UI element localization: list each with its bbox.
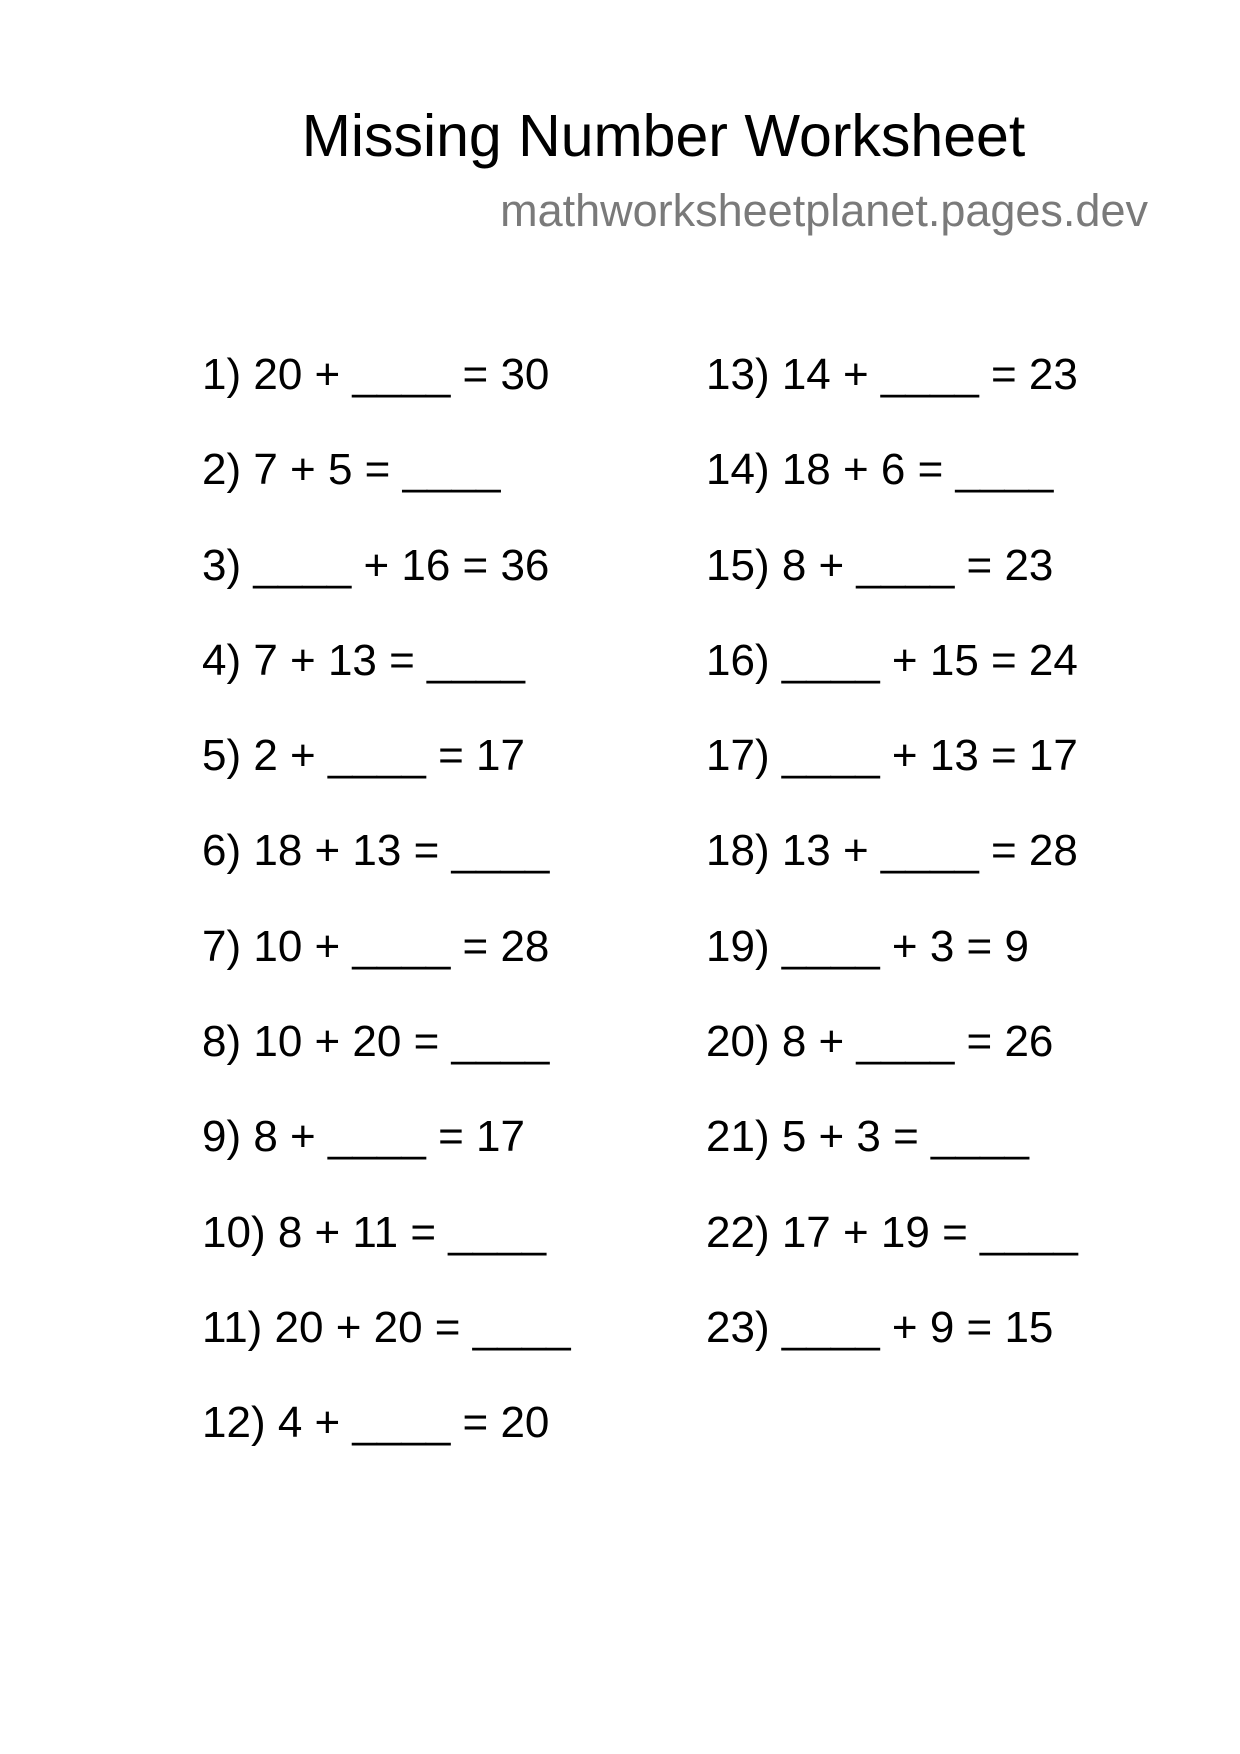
site-url: mathworksheetplanet.pages.dev [500,185,1148,236]
problem-20: 20) 8 + ____ = 26 [706,1017,1054,1067]
problem-21: 21) 5 + 3 = ____ [706,1112,1029,1162]
problem-1: 1) 20 + ____ = 30 [202,350,550,399]
problem-6: 6) 18 + 13 = ____ [202,826,550,876]
problem-list [202,343,1102,1487]
problem-8: 8) 10 + 20 = ____ [202,1017,550,1067]
problem-9: 9) 8 + ____ = 17 [202,1112,525,1162]
problem-18: 18) 13 + ____ = 28 [706,826,1078,876]
problem-4: 4) 7 + 13 = ____ [202,635,525,685]
problem-2: 2) 7 + 5 = ____ [202,445,501,495]
problem-11: 11) 20 + 20 = ____ [202,1302,571,1352]
problem-19: 19) ____ + 3 = 9 [706,921,1029,971]
problem-15: 15) 8 + ____ = 23 [706,540,1054,590]
worksheet-title: Missing Number Worksheet [301,103,1026,169]
problem-23: 23) ____ + 9 = 15 [706,1302,1054,1352]
problem-16: 16) ____ + 15 = 24 [706,635,1078,685]
problem-14: 14) 18 + 6 = ____ [706,445,1054,495]
problem-10: 10) 8 + 11 = ____ [202,1207,547,1257]
problem-7: 7) 10 + ____ = 28 [202,921,550,971]
problem-12: 12) 4 + ____ = 20 [202,1398,550,1448]
problem-13: 13) 14 + ____ = 23 [706,350,1078,399]
problem-5: 5) 2 + ____ = 17 [202,731,525,781]
problem-3: 3) ____ + 16 = 36 [202,540,550,590]
problem-22: 22) 17 + 19 = ____ [706,1207,1078,1257]
problem-17: 17) ____ + 13 = 17 [706,731,1078,781]
